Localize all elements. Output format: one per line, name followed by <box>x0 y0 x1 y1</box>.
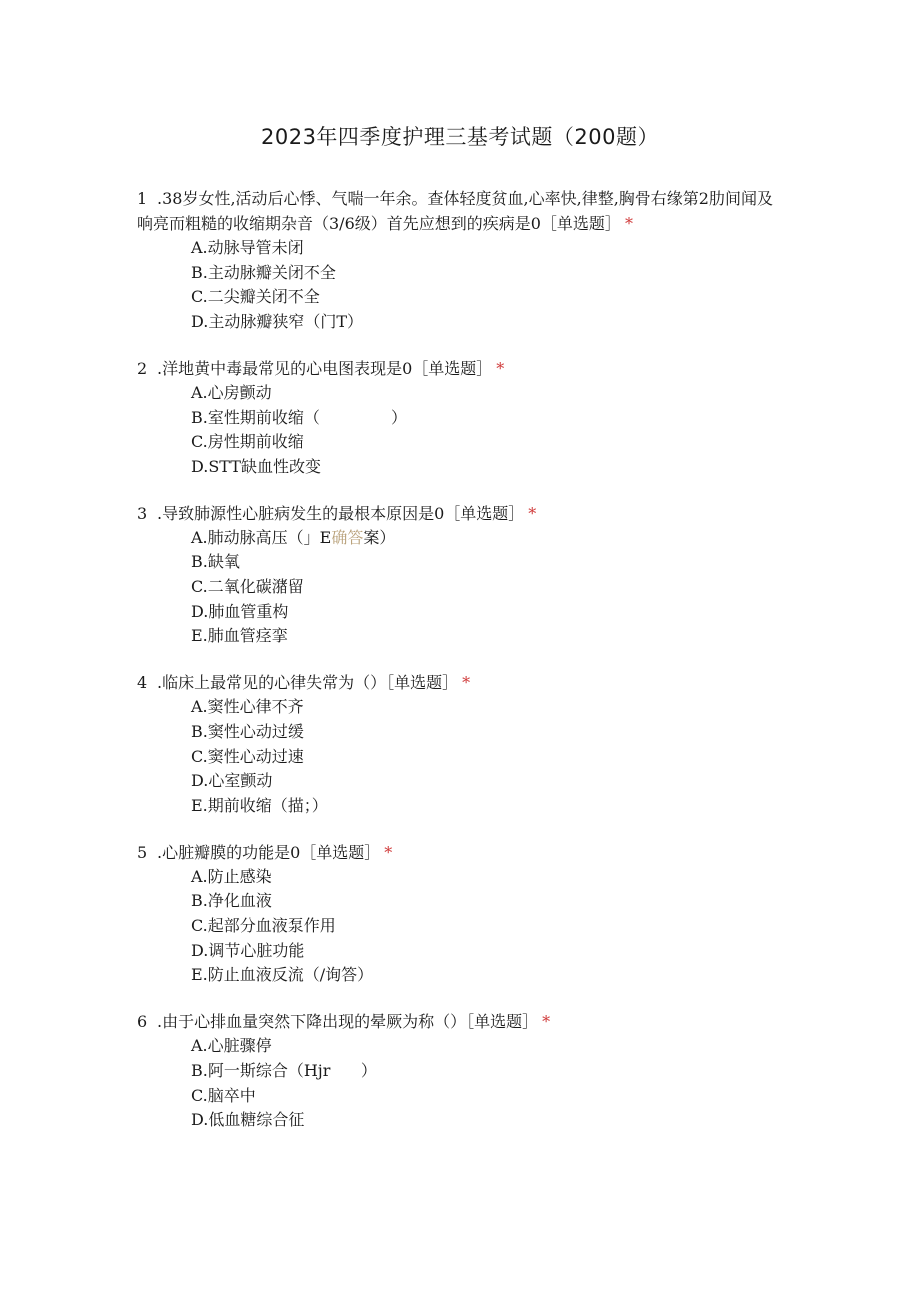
required-star: * <box>496 358 505 378</box>
question-text: .38岁女性,活动后心悸、气喘一年余。查体轻度贫血,心率快,律整,胸骨右缘第2肋间闻及响亮而粗糙的收缩期杂音（3/6级）首先应想到的疾病是0［单选题］ <box>137 189 773 233</box>
option-list <box>191 865 787 989</box>
question-number: 5 <box>137 842 148 862</box>
option-list <box>191 1034 787 1133</box>
option-text-tail: 案） <box>363 527 396 547</box>
question-text: .心脏瓣膜的功能是0［单选题］ <box>157 842 381 862</box>
required-star: * <box>542 1012 551 1032</box>
answer-mark: 确答 <box>331 527 364 547</box>
question-text: .洋地黄中毒最常见的心电图表现是0［单选题］ <box>157 358 493 378</box>
option-d: D.心室颤动 <box>191 771 273 791</box>
question-list <box>137 186 787 1154</box>
option-d: D.调节心脏功能 <box>191 940 305 960</box>
question-number: 4 <box>137 673 148 693</box>
question-stem <box>137 670 787 695</box>
question-text: .导致肺源性心脏病发生的最根本原因是0［单选题］ <box>157 503 525 523</box>
option-d: D.STT缺血性改变 <box>191 456 321 476</box>
question-5 <box>137 840 787 989</box>
option-a: A.防止感染 <box>191 866 272 886</box>
option-b: B.缺氧 <box>191 552 240 572</box>
document-title: 2023年四季度护理三基考试题（200题） <box>260 125 660 149</box>
question-2 <box>137 356 787 480</box>
question-4 <box>137 670 787 819</box>
option-d: D.低血糖综合征 <box>191 1110 305 1130</box>
option-b: B.窦性心动过缓 <box>191 721 304 741</box>
required-star: * <box>624 214 633 233</box>
option-list <box>191 695 787 819</box>
question-number: 3 <box>137 503 148 523</box>
option-e: E.肺血管痉挛 <box>191 626 288 646</box>
option-list <box>191 236 787 335</box>
option-b: B.净化血液 <box>191 891 272 911</box>
question-number: 6 <box>137 1012 148 1032</box>
question-number: 2 <box>137 358 148 378</box>
option-e: E.防止血液反流（/询答） <box>191 965 374 985</box>
option-c: C.二氧化碳潴留 <box>191 577 304 597</box>
option-e: E.期前收缩（描；） <box>191 795 328 815</box>
question-stem <box>137 840 787 865</box>
question-stem <box>137 186 787 236</box>
option-a: A.心脏骤停 <box>191 1036 272 1056</box>
question-number: 1 <box>137 189 148 208</box>
question-text: .临床上最常见的心律失常为（）［单选题］ <box>157 673 459 693</box>
required-star: * <box>384 842 393 862</box>
option-text: A.肺动脉高压（」E <box>191 527 332 547</box>
option-a: A.窦性心律不齐 <box>191 697 304 717</box>
option-b: B.阿一斯综合（Hjr ） <box>191 1060 377 1080</box>
option-c: C.窦性心动过速 <box>191 746 304 766</box>
question-text: .由于心排血量突然下降出现的晕厥为称（）［单选题］ <box>157 1012 539 1032</box>
option-a <box>191 526 787 551</box>
option-d: D.肺血管重构 <box>191 601 289 621</box>
option-b: B.主动脉瓣关闭不全 <box>191 262 336 282</box>
question-3 <box>137 501 787 650</box>
option-c: C.房性期前收缩 <box>191 432 304 452</box>
option-a: A.心房颤动 <box>191 382 272 402</box>
required-star: * <box>528 503 537 523</box>
option-b: B.室性期前收缩（ ） <box>191 407 408 427</box>
option-a: A.动脉导管未闭 <box>191 238 304 257</box>
option-c: C.脑卒中 <box>191 1085 256 1105</box>
question-stem <box>137 1009 787 1034</box>
option-c: C.二尖瓣关闭不全 <box>191 287 320 307</box>
option-c: C.起部分血液泵作用 <box>191 916 336 936</box>
question-1 <box>137 186 787 335</box>
option-list <box>191 381 787 480</box>
question-stem <box>137 501 787 526</box>
option-d: D.主动脉瓣狭窄（门T） <box>191 312 364 332</box>
option-list <box>191 526 787 650</box>
question-stem <box>137 356 787 381</box>
required-star: * <box>462 673 471 693</box>
question-6 <box>137 1009 787 1133</box>
